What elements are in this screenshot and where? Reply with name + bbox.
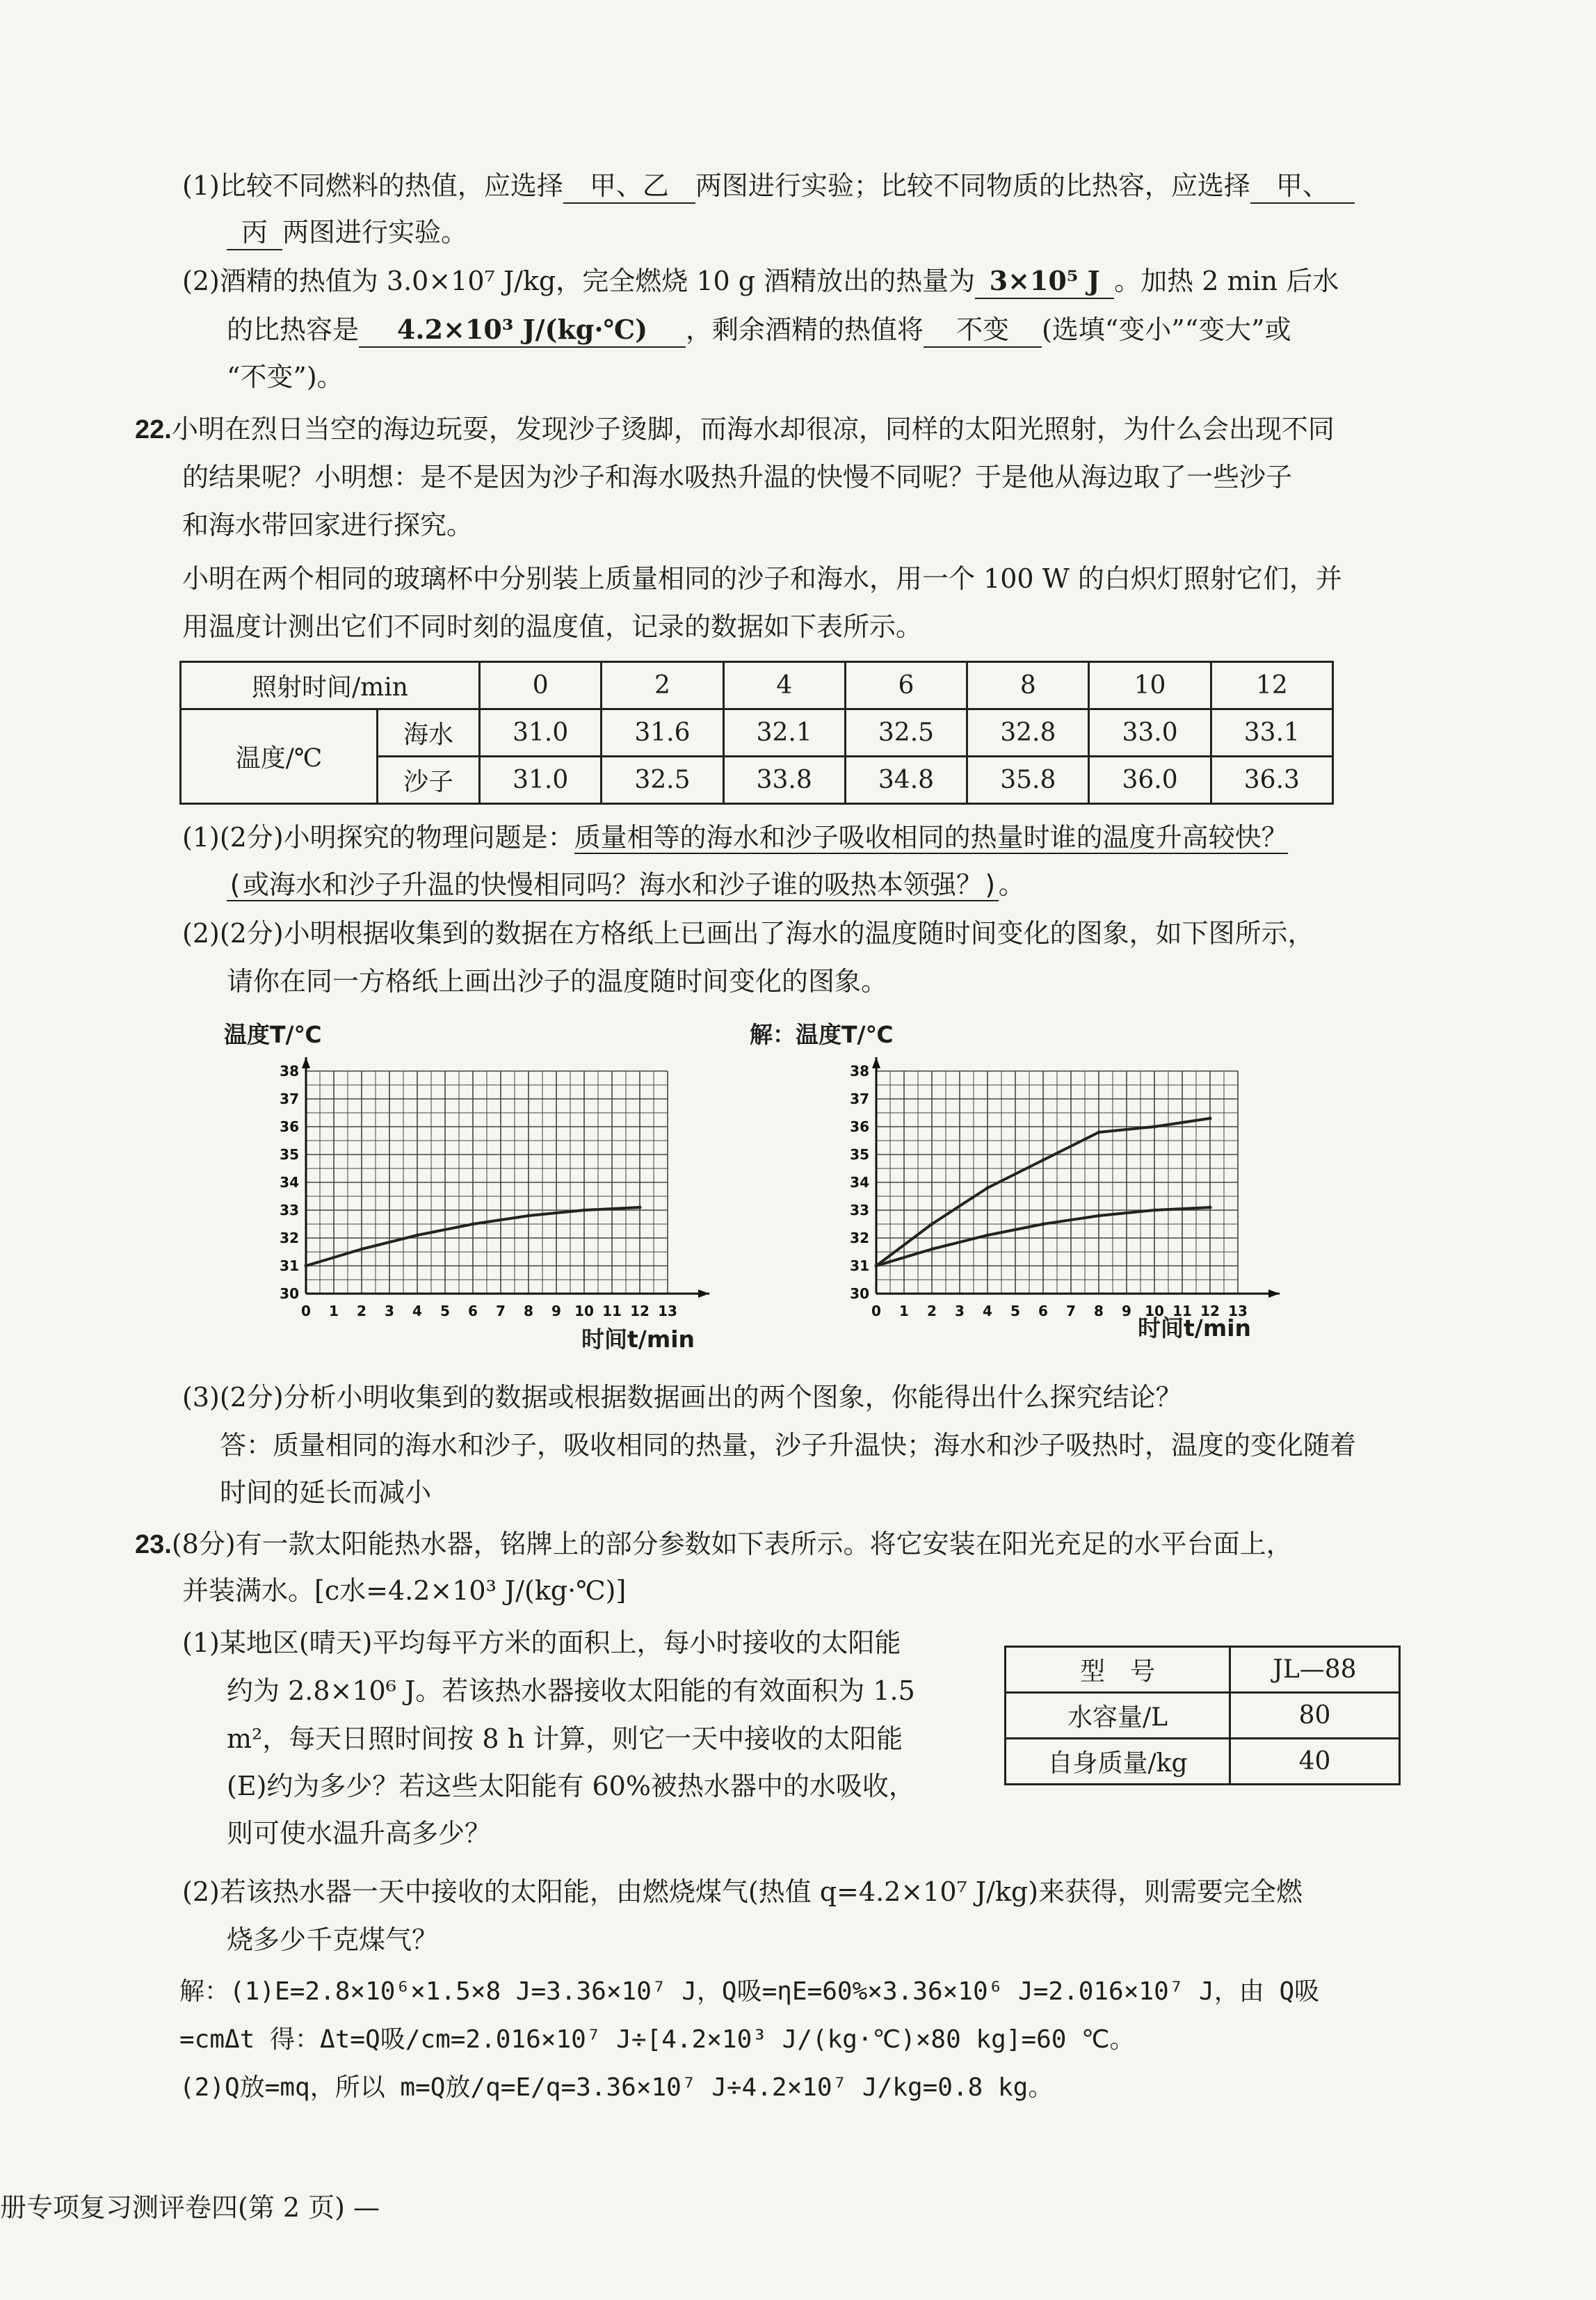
x-tick-label: 1 xyxy=(329,1303,339,1319)
time-cell: 12 xyxy=(1211,662,1332,709)
q23-part1-line4: (E)约为多少？若这些太阳能有 60%被热水器中的水吸收， xyxy=(227,1771,915,1801)
q23-number: 23. xyxy=(135,1530,172,1559)
data-point xyxy=(416,1234,419,1237)
x-tick-label: 12 xyxy=(1200,1303,1220,1319)
data-point xyxy=(1097,1214,1101,1218)
q21-part2-line2: 的比热容是 4.2×10³ J/(kg·℃) ，剩余酒精的热值将 不变 (选填“变小”“变大”或 xyxy=(227,313,1291,348)
x-tick-label: 7 xyxy=(496,1303,506,1319)
q22-part2-line1: (2)(2分)小明根据收集到的数据在方格纸上已画出了海水的温度随时间变化的图象，如下图所示， xyxy=(182,918,1314,949)
value-cell: 32.1 xyxy=(723,709,845,757)
value-cell: 33.1 xyxy=(1211,709,1332,757)
x-tick-label: 13 xyxy=(1228,1303,1248,1319)
x-tick-label: 2 xyxy=(357,1303,366,1319)
value-cell: 36.0 xyxy=(1089,757,1211,804)
data-point xyxy=(986,1187,990,1190)
y-tick-label: 31 xyxy=(850,1257,869,1274)
q23-part1-line2: 约为 2.8×10⁶ J。若该热水器接收太阳能的有效面积为 1.5 xyxy=(227,1675,915,1706)
q22-line5: 用温度计测出它们不同时刻的温度值，记录的数据如下表所示。 xyxy=(182,611,923,642)
x-tick-label: 4 xyxy=(983,1303,992,1319)
value-cell: 32.8 xyxy=(967,709,1089,757)
q22-number: 22. xyxy=(135,415,172,444)
time-cell: 8 xyxy=(967,662,1089,709)
value-cell: 35.8 xyxy=(967,757,1089,804)
time-cell: 4 xyxy=(723,662,845,709)
spec-value: JL—88 xyxy=(1230,1647,1400,1693)
q21-part2-line3: “不变”)。 xyxy=(227,362,344,392)
y-tick-label: 34 xyxy=(280,1174,299,1191)
spec-label: 型 号 xyxy=(1006,1647,1230,1693)
y-tick-label: 33 xyxy=(850,1202,869,1219)
x-tick-label: 11 xyxy=(602,1303,622,1319)
y-tick-label: 35 xyxy=(280,1146,299,1163)
y-tick-label: 37 xyxy=(850,1091,869,1107)
q22-answer-3-line1: 答：质量相同的海水和沙子，吸收相同的热量，沙子升温快；海水和沙子吸热时，温度的变化随着 xyxy=(220,1430,1357,1461)
q21-part1-line1: (1)比较不同燃料的热值，应选择 甲、乙 两图进行实验；比较不同物质的比热容，应选择 甲、 xyxy=(182,169,1355,204)
x-axis-arrow xyxy=(1268,1289,1280,1298)
y-tick-label: 36 xyxy=(850,1118,869,1135)
row-label-sand: 沙子 xyxy=(378,757,480,804)
chart2-xlabel: 时间t/min xyxy=(1138,1314,1252,1342)
value-cell: 31.6 xyxy=(602,709,723,757)
y-tick-label: 38 xyxy=(280,1063,299,1079)
chart1-ylabel: 温度T/℃ xyxy=(224,1021,322,1048)
x-tick-label: 0 xyxy=(871,1303,881,1319)
y-tick-label: 33 xyxy=(280,1202,299,1219)
spec-value: 40 xyxy=(1230,1739,1400,1785)
data-point xyxy=(1209,1206,1212,1209)
data-point xyxy=(305,1264,308,1268)
q22-answer-1-cont: (或海水和沙子升温的快慢相同吗？海水和沙子谁的吸热本领强？) xyxy=(227,869,999,900)
y-tick-label: 34 xyxy=(850,1174,869,1191)
value-cell: 33.0 xyxy=(1089,709,1211,757)
x-tick-label: 11 xyxy=(1172,1303,1192,1319)
y-tick-label: 32 xyxy=(280,1230,299,1246)
spec-value: 80 xyxy=(1230,1693,1400,1739)
time-cell: 0 xyxy=(480,662,602,709)
x-tick-label: 3 xyxy=(955,1303,965,1319)
x-tick-label: 12 xyxy=(630,1303,650,1319)
y-tick-label: 35 xyxy=(850,1146,869,1163)
page-footer: 册专项复习测评卷四(第 2 页) — xyxy=(0,2192,380,2223)
q22-part1-line1: (1)(2分)小明探究的物理问题是：质量相等的海水和沙子吸收相同的热量时谁的温度升高较快？ xyxy=(182,822,1288,853)
value-cell: 33.8 xyxy=(723,757,845,804)
y-axis-arrow xyxy=(302,1057,310,1068)
data-point xyxy=(527,1214,531,1218)
x-tick-label: 7 xyxy=(1066,1303,1076,1319)
q22-part1-line2: (或海水和沙子升温的快慢相同吗？海水和沙子谁的吸热本领强？)。 xyxy=(227,869,1025,900)
spec-label: 自身质量/kg xyxy=(1006,1739,1230,1785)
x-tick-label: 4 xyxy=(412,1303,422,1319)
data-point xyxy=(1153,1125,1156,1129)
x-tick-label: 13 xyxy=(658,1303,677,1319)
x-tick-label: 6 xyxy=(468,1303,478,1319)
q23-solution-line2: =cmΔt 得：Δt=Q吸/cm=2.016×10⁷ J÷[4.2×10³ J/(kg·℃)×80 kg]=60 ℃。 xyxy=(179,2025,1135,2054)
data-point xyxy=(1097,1131,1101,1134)
data-point xyxy=(1209,1117,1212,1120)
q22-line3: 和海水带回家进行探究。 xyxy=(182,510,474,540)
temp-header: 温度/℃ xyxy=(181,709,378,804)
y-tick-label: 38 xyxy=(850,1063,869,1079)
data-point xyxy=(930,1248,934,1251)
x-tick-label: 5 xyxy=(1010,1303,1020,1319)
x-tick-label: 8 xyxy=(524,1303,533,1319)
q21-part2-line1: (2)酒精的热值为 3.0×10⁷ J/kg，完全燃烧 10 g 酒精放出的热量为 3×10⁵ J 。加热 2 min 后水 xyxy=(182,264,1339,299)
q22-line2: 的结果呢？小明想：是不是因为沙子和海水吸热升温的快慢不同呢？于是他从海边取了一些沙子 xyxy=(182,462,1293,492)
row-label-seawater: 海水 xyxy=(378,709,480,757)
x-tick-label: 1 xyxy=(899,1303,909,1319)
q22-part2-line2: 请你在同一方格纸上画出沙子的温度随时间变化的图象。 xyxy=(227,966,888,997)
value-cell: 31.0 xyxy=(480,757,602,804)
q23-part2-line2: 烧多少千克煤气？ xyxy=(227,1924,439,1955)
chart-seawater xyxy=(264,1043,723,1363)
x-tick-label: 5 xyxy=(440,1303,450,1319)
time-cell: 10 xyxy=(1089,662,1211,709)
y-tick-label: 31 xyxy=(280,1257,299,1274)
q21-part1-line2: 丙 两图进行实验。 xyxy=(227,216,467,250)
x-tick-label: 3 xyxy=(385,1303,394,1319)
q22-part3-line1: (3)(2分)分析小明收集到的数据或根据数据画出的两个图象，你能得出什么探究结论？ xyxy=(182,1382,1182,1413)
chart2-ylabel: 解：温度T/℃ xyxy=(750,1021,894,1048)
q23-part1-line1: (1)某地区(晴天)平均每平方米的面积上，每小时接收的太阳能 xyxy=(182,1627,901,1658)
data-point xyxy=(930,1223,934,1226)
x-tick-label: 10 xyxy=(1145,1303,1164,1319)
x-tick-label: 2 xyxy=(927,1303,937,1319)
q23-solution-line1: 解：(1)E=2.8×10⁶×1.5×8 J=3.36×10⁷ J，Q吸=ηE=60%×3.36×10⁶ J=2.016×10⁷ J，由 Q吸 xyxy=(179,1977,1320,2006)
q21-answer-blank-5: 不变 xyxy=(924,313,1042,348)
x-tick-label: 8 xyxy=(1094,1303,1104,1319)
value-cell: 31.0 xyxy=(480,709,602,757)
y-tick-label: 37 xyxy=(280,1091,299,1107)
value-cell: 34.8 xyxy=(845,757,967,804)
q23-part2-line1: (2)若该热水器一天中接收的太阳能，由燃烧煤气(热值 q=4.2×10⁷ J/kg)来获得，则需要完全燃 xyxy=(182,1876,1303,1907)
x-tick-label: 9 xyxy=(551,1303,561,1319)
data-point xyxy=(875,1264,878,1268)
q21-answer-blank-2a: 甲、 xyxy=(1250,169,1355,204)
q21-answer-blank-3: 3×10⁵ J xyxy=(975,264,1114,299)
time-cell: 6 xyxy=(845,662,967,709)
chart1-xlabel: 时间t/min xyxy=(581,1326,695,1353)
x-tick-label: 10 xyxy=(574,1303,594,1319)
q23-part1-line3: m²，每天日照时间按 8 h 计算，则它一天中接收的太阳能 xyxy=(227,1723,903,1754)
y-tick-label: 32 xyxy=(850,1230,869,1246)
y-tick-label: 30 xyxy=(850,1285,869,1302)
q22-line1: 22.小明在烈日当空的海边玩耍，发现沙子烫脚，而海水却很凉，同样的太阳光照射，为什么会出现不同 xyxy=(135,414,1335,444)
data-point xyxy=(1042,1223,1045,1226)
q22-line4: 小明在两个相同的玻璃杯中分别装上质量相同的沙子和海水，用一个 100 W 的白炽灯照射它们，并 xyxy=(182,563,1342,594)
q23-part1-line5: 则可使水温升高多少？ xyxy=(227,1818,492,1849)
time-header: 照射时间/min xyxy=(181,662,480,709)
spec-label: 水容量/L xyxy=(1006,1693,1230,1739)
data-point xyxy=(471,1223,475,1226)
value-cell: 32.5 xyxy=(602,757,723,804)
data-point xyxy=(583,1209,586,1212)
value-cell: 36.3 xyxy=(1211,757,1332,804)
x-axis-arrow xyxy=(698,1289,709,1298)
q23-solution-line3: (2)Q放=mq，所以 m=Q放/q=E/q=3.36×10⁷ J÷4.2×10⁷ J/kg=0.8 kg。 xyxy=(179,2073,1054,2102)
x-tick-label: 6 xyxy=(1038,1303,1048,1319)
value-cell: 32.5 xyxy=(845,709,967,757)
q21-answer-blank-1: 甲、乙 xyxy=(563,169,695,204)
x-tick-label: 9 xyxy=(1122,1303,1131,1319)
q22-answer-1: 质量相等的海水和沙子吸收相同的热量时谁的温度升高较快？ xyxy=(574,822,1288,853)
x-tick-label: 0 xyxy=(301,1303,311,1319)
q22-data-table xyxy=(179,661,1334,805)
y-tick-label: 36 xyxy=(280,1118,299,1135)
data-point xyxy=(1042,1159,1045,1162)
data-point xyxy=(1153,1209,1156,1212)
y-tick-label: 30 xyxy=(280,1285,299,1302)
time-cell: 2 xyxy=(602,662,723,709)
q22-answer-3-line2: 时间的延长而减小 xyxy=(220,1477,432,1508)
data-point xyxy=(986,1234,990,1237)
heater-spec-table xyxy=(1004,1646,1401,1785)
q21-answer-blank-4: 4.2×10³ J/(kg·℃) xyxy=(359,313,686,348)
q21-answer-blank-2b: 丙 xyxy=(227,216,282,250)
q23-line1: 23.(8分)有一款太阳能热水器，铭牌上的部分参数如下表所示。将它安装在阳光充足的水平台面上， xyxy=(135,1529,1293,1559)
y-axis-arrow xyxy=(872,1057,880,1068)
q23-line2: 并装满水。[c水=4.2×10³ J/(kg·℃)] xyxy=(182,1575,627,1606)
data-point xyxy=(360,1248,364,1251)
data-point xyxy=(638,1206,642,1209)
